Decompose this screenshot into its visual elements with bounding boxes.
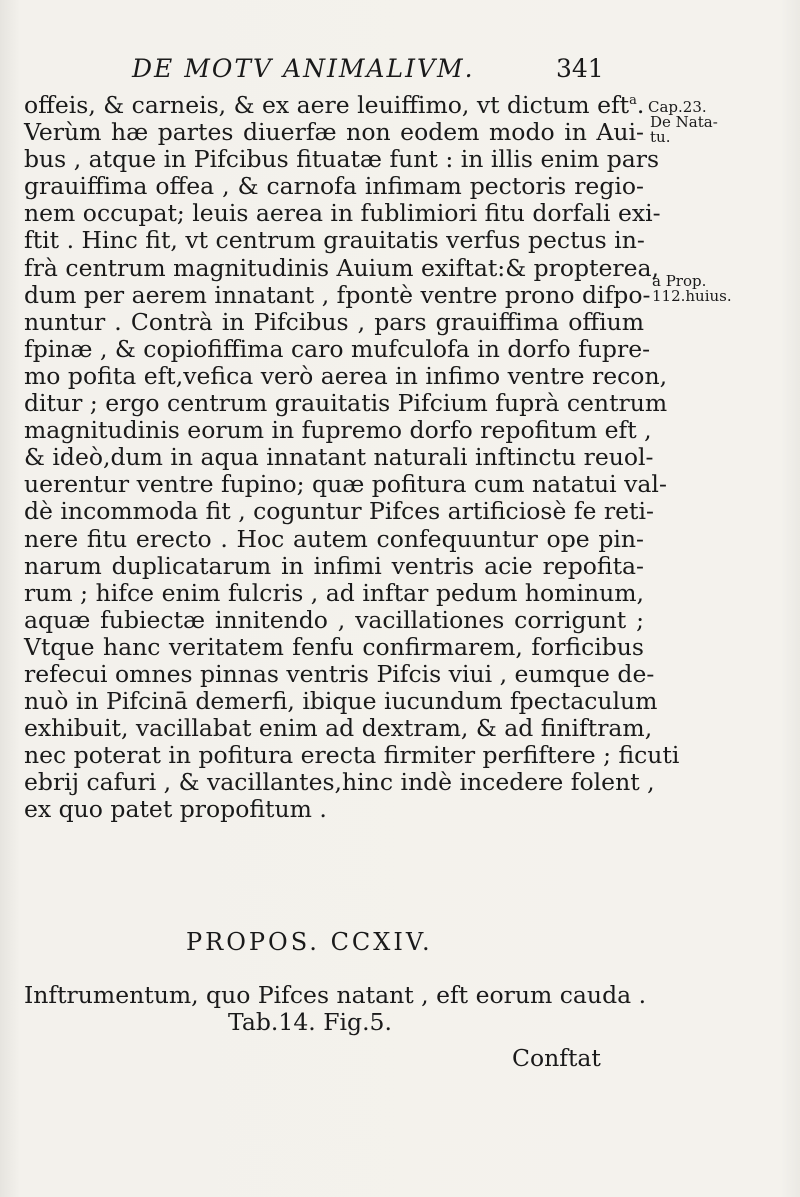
text-line: Verùm hæ partes diuerfæ non eodem modo in Aui- — [24, 118, 644, 147]
text-line: offeis, & carneis, & ex aere leuiffimo, vt dictum eft$^a$. — [24, 91, 645, 119]
proposition-line: Inftrumentum, quo Pifces natant , eft eorum cauda . — [24, 981, 647, 1009]
proposition-statement — [24, 981, 647, 1037]
text-line: ex quo patet propofitum . — [24, 795, 327, 824]
text-line: frà centrum magnitudinis Auium exiftat:& propterea, — [24, 253, 660, 282]
proposition-heading: PROPOS. CCXIV. — [186, 928, 433, 956]
text-line: grauiffima offea , & carnofa infimam pectoris regio- — [24, 172, 644, 201]
text-line: nuò in Pifcinā demerfi, ibique iucundum fpectaculum — [24, 687, 658, 716]
text-line: bus , atque in Pifcibus fituatæ funt : in illis enim pars — [24, 145, 660, 174]
text-line: magnitudinis eorum in fupremo dorfo repofitum eft , — [24, 416, 652, 445]
text-line: aquæ fubiectæ innitendo , vacillationes corrigunt ; — [24, 605, 644, 634]
page-header — [0, 52, 800, 88]
text-line: Vtque hanc veritatem fenfu confirmarem, forficibus — [24, 632, 644, 661]
text-line: fpinæ , & copiofiffima caro mufculofa in dorfo fupre- — [24, 334, 651, 363]
text-line: nere fitu erecto . Hoc autem confequuntur ope pin- — [24, 524, 644, 553]
margin-note-chapter: Cap.23. De Nata- tu. — [648, 98, 718, 146]
running-title: DE MOTV ANIMALIVM. — [132, 54, 475, 83]
text-line: ftit . Hinc fit, vt centrum grauitatis verfus pectus in- — [24, 226, 645, 255]
margin-note-proposition-ref: a Prop. 112.huius. — [652, 272, 732, 305]
text-line: nem occupat; leuis aerea in fublimiori fitu dorfali exi- — [24, 199, 661, 228]
text-line: narum duplicatarum in infimi ventris acie repofita- — [24, 551, 644, 580]
text-line: dum per aerem innatant , fpontè ventre prono difpo- — [24, 280, 651, 309]
text-line: nuntur . Contrà in Pifcibus , pars grauiffima offium — [24, 307, 644, 336]
text-line: ditur ; ergo centrum grauitatis Pifcium fuprà centrum — [24, 389, 668, 418]
main-text-block — [24, 91, 680, 824]
page-number: 341 — [556, 54, 604, 83]
text-line: nec poterat in pofitura erecta firmiter perfiftere ; ficuti — [24, 741, 680, 770]
catchword: Conftat — [512, 1044, 601, 1072]
figure-reference: Tab.14. Fig.5. — [228, 1008, 392, 1037]
text-line: ebrij cafuri , & vacillantes,hinc indè incedere folent , — [24, 768, 655, 797]
text-line: uerentur ventre fupino; quæ pofitura cum natatui val- — [24, 470, 667, 499]
text-line: refecui omnes pinnas ventris Pifcis viui , eumque de- — [24, 659, 655, 688]
footnote-marker: a — [629, 93, 637, 109]
text-line: rum ; hifce enim fulcris , ad inftar pedum hominum, — [24, 578, 644, 607]
text-line: exhibuit, vacillabat enim ad dextram, & ad finiftram, — [24, 714, 653, 743]
text-line: dè incommoda fit , coguntur Pifces artificiosè fe reti- — [24, 497, 654, 526]
text-line: mo pofita eft,vefica verò aerea in infimo ventre recon, — [24, 361, 668, 390]
text-line: & ideò,dum in aqua innatant naturali inftinctu reuol- — [24, 443, 654, 472]
